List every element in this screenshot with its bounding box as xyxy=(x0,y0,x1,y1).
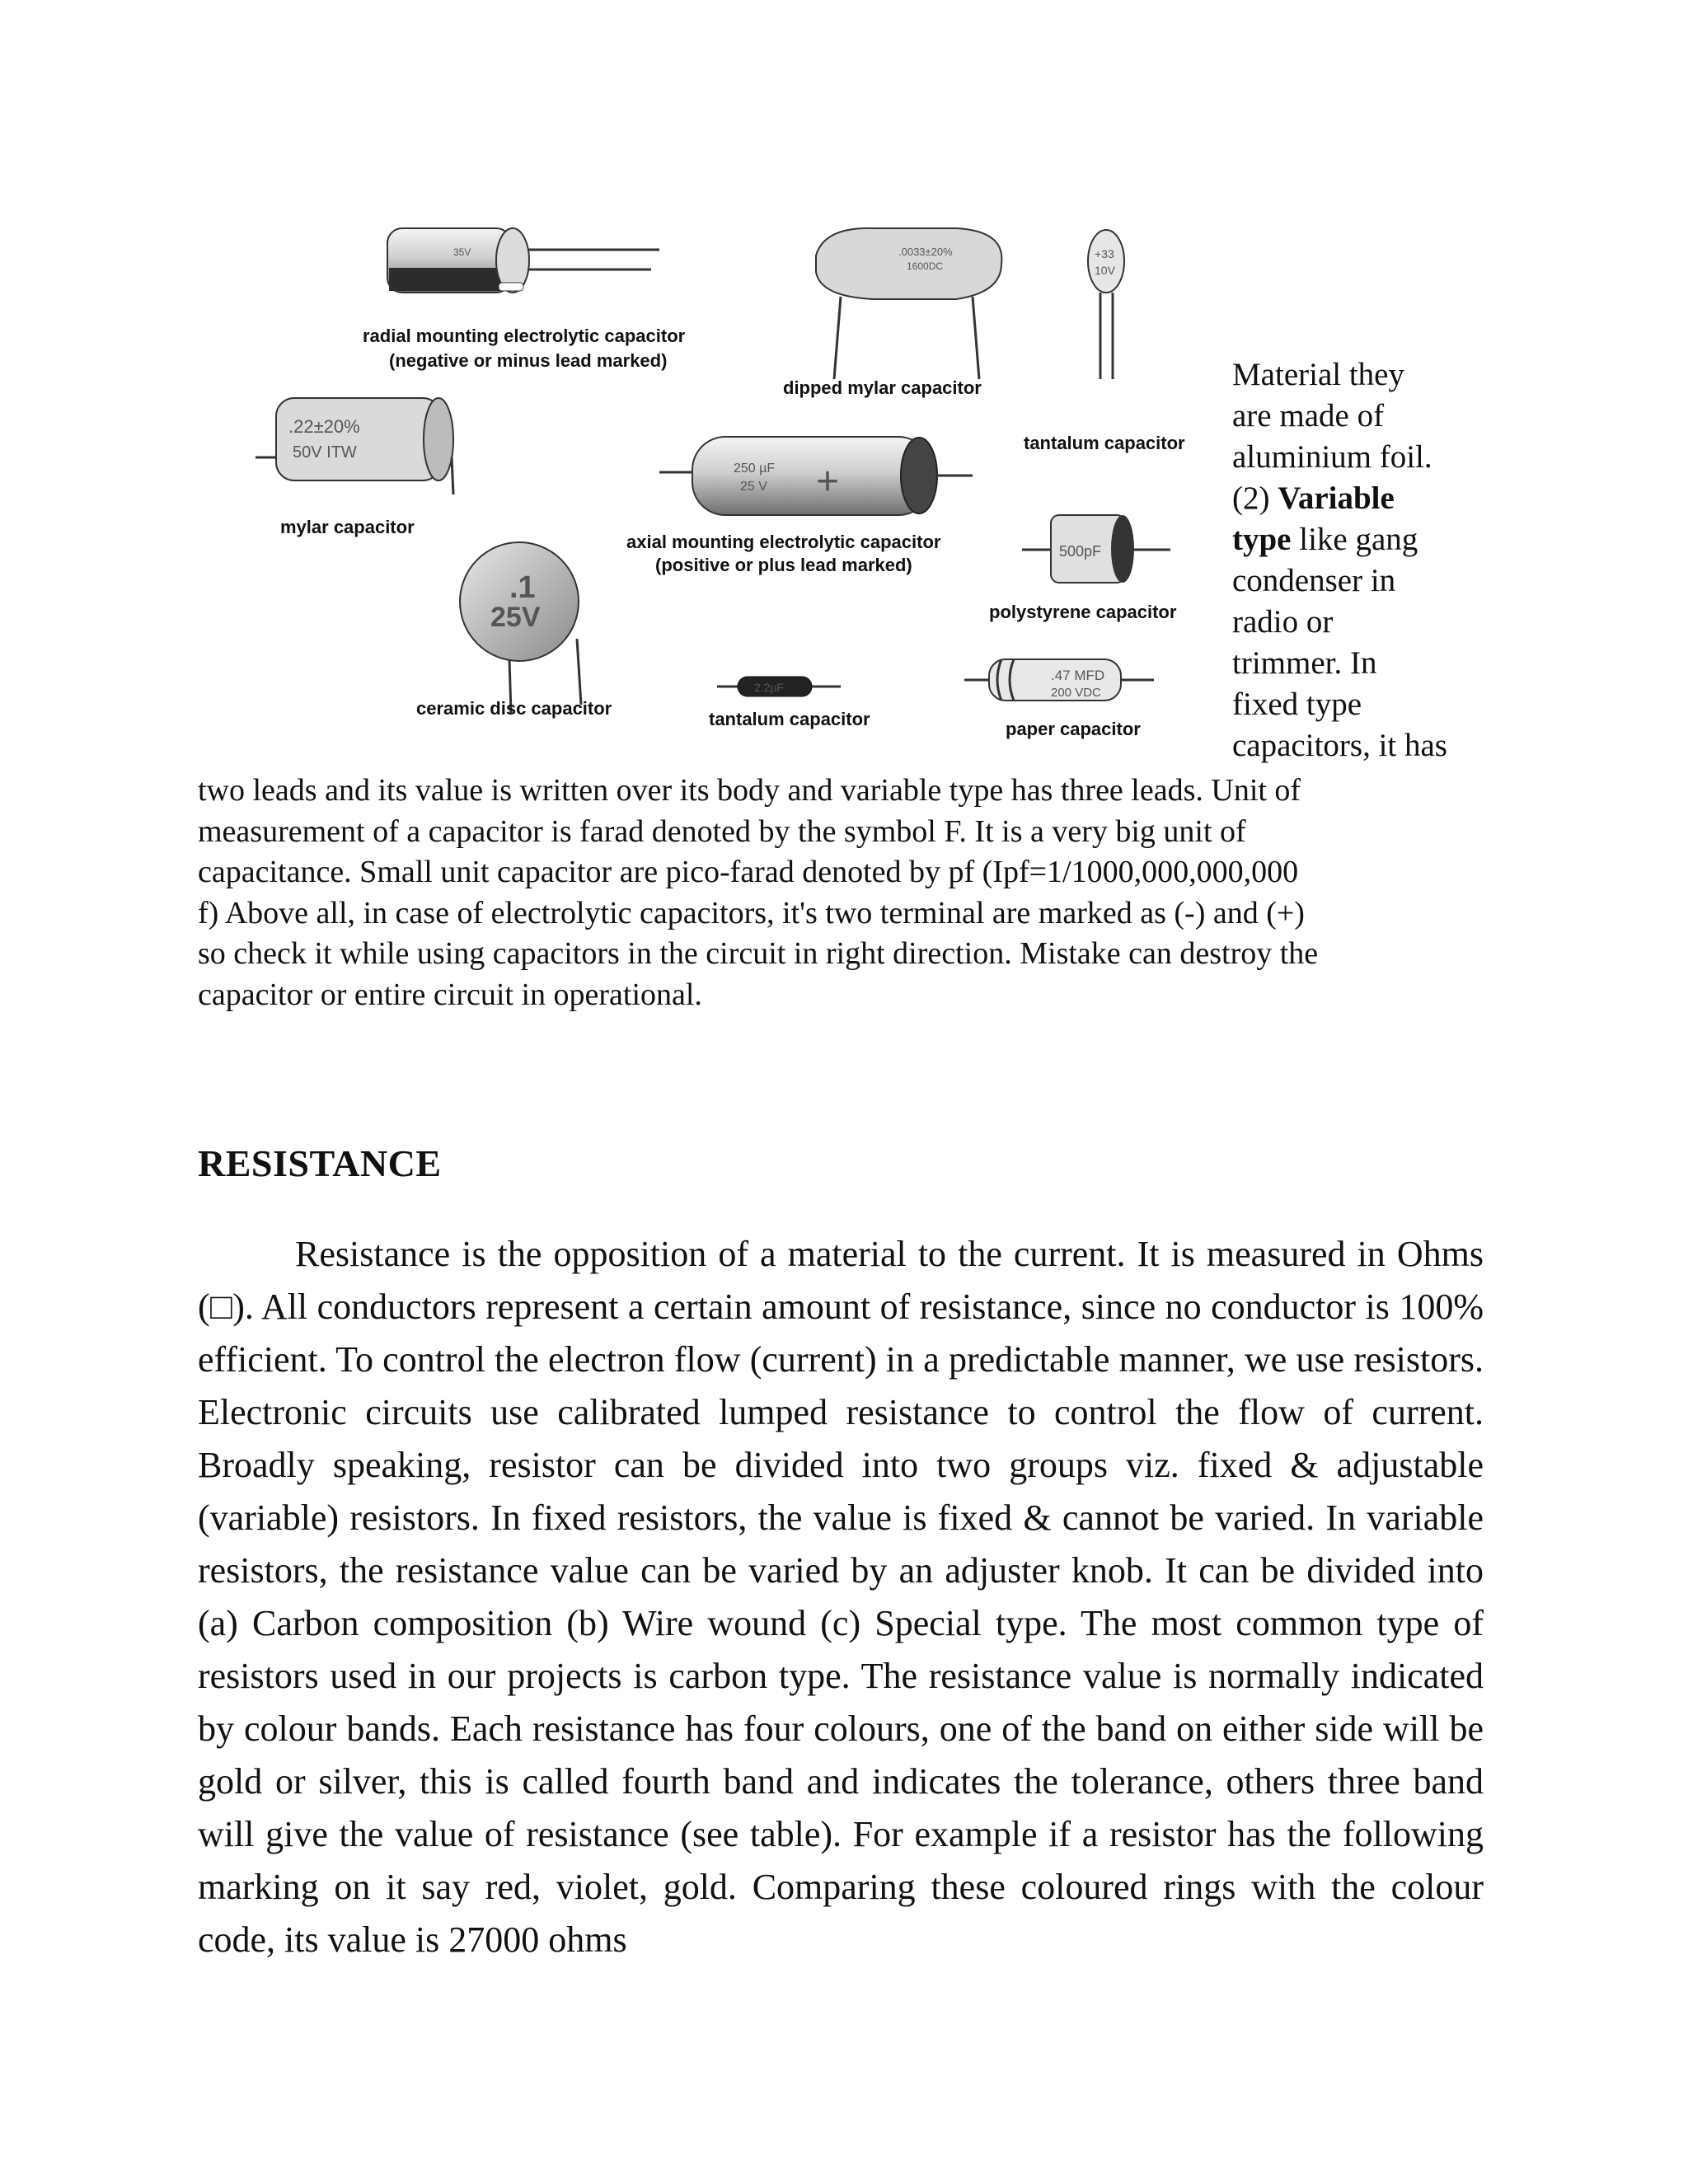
axial-label-1: axial mounting electrolytic capacitor xyxy=(626,532,941,552)
radial-marking: 35V xyxy=(453,246,471,258)
figure-side-text xyxy=(1232,354,1471,766)
mylar-marking: .22±20% xyxy=(288,416,360,437)
paragraph-line: f) Above all, in case of electrolytic capacitors, it's two terminal are marked as (-) and (+) xyxy=(198,895,1305,930)
radial-label-2: (negative or minus lead marked) xyxy=(389,350,668,371)
paragraph-line: so check it while using capacitors in the circuit in right direction. Mistake can destroy the xyxy=(198,936,1319,971)
polystyrene-label: polystyrene capacitor xyxy=(989,602,1177,622)
axial-plus-sign: + xyxy=(816,460,840,504)
paper-capacitor xyxy=(964,659,1154,701)
tantalum-bottom-marking: 2.2µF xyxy=(754,681,785,694)
paragraph-line: measurement of a capacitor is farad denoted by the symbol F. It is a very big unit of xyxy=(198,813,1246,849)
ceramic-marking: .1 xyxy=(509,570,536,605)
mylar-label: mylar capacitor xyxy=(280,517,415,537)
dipped-marking-2: 1600DC xyxy=(907,260,944,272)
polystyrene-marking: 500pF xyxy=(1059,543,1102,560)
capacitor-paragraph xyxy=(198,771,1484,1015)
paper-marking: .47 MFD xyxy=(1051,668,1105,683)
paragraph-line: capacitance. Small unit capacitor are pico-farad denoted by pf (Ipf=1/1000,000,000,000 xyxy=(198,855,1299,889)
tantalum-top-marking: +33 xyxy=(1095,247,1114,260)
side-line: aluminium foil. xyxy=(1232,439,1432,475)
ceramic-marking-2: 25V xyxy=(490,602,541,633)
axial-marking-2: 25 V xyxy=(740,480,767,494)
dipped-marking: .0033±20% xyxy=(898,246,953,258)
side-line: radio or xyxy=(1232,604,1334,640)
side-line: condenser in xyxy=(1232,563,1396,598)
tantalum-capacitor-bottom xyxy=(717,677,841,696)
capacitor-types-figure xyxy=(247,210,1220,750)
type-bold: type xyxy=(1232,522,1292,557)
tantalum-bottom-label: tantalum capacitor xyxy=(709,709,870,729)
side-line: capacitors, it has xyxy=(1232,728,1447,763)
ceramic-label: ceramic disc capacitor xyxy=(416,698,612,719)
tantalum-top-marking-2: 10V xyxy=(1095,264,1115,277)
side-line: trimmer. In xyxy=(1232,645,1377,681)
axial-marking: 250 µF xyxy=(734,462,776,476)
ceramic-disc-capacitor xyxy=(460,542,581,713)
variable-bold: Variable xyxy=(1278,480,1395,516)
side-line: Material they xyxy=(1232,357,1404,392)
paper-marking-2: 200 VDC xyxy=(1051,686,1101,700)
dipped-mylar-capacitor xyxy=(816,228,1001,379)
paragraph-line: two leads and its value is written over its body and variable type has three leads. Unit of xyxy=(198,773,1301,808)
side-line: are made of xyxy=(1232,398,1385,434)
side-line-prefix: (2) xyxy=(1232,480,1278,516)
tantalum-top-label: tantalum capacitor xyxy=(1024,433,1185,453)
mylar-marking-2: 50V ITW xyxy=(293,443,357,462)
radial-electrolytic-capacitor xyxy=(387,228,659,293)
radial-label-1: radial mounting electrolytic capacitor xyxy=(363,326,686,346)
side-line: fixed type xyxy=(1232,687,1362,722)
section-heading: RESISTANCE xyxy=(198,1142,442,1184)
side-line xyxy=(1232,519,1471,560)
resistance-paragraph: Resistance is the opposition of a material to the current. It is measured in Ohms (□). All conductors represent a certain amount of resistance, since no conductor is 100% efficient. To control the electron flow (current) in a predictable manner, we use resistors. Electronic circuits use calibrated lumped resistance to control the flow of current. Broadly speaking, resistor can be divided into two groups viz. fixed & adjustable (variable) resistors. In fixed resistors, the value is fixed & cannot be varied. In variable resistors, the resistance value can be varied by an adjuster knob. It can be divided into (a) Carbon composition (b) Wire wound (c) Special type. The most common type of resistors used in our projects is carbon type. The resistance value is normally indicated by colour bands. Each resistance has four colours, one of the band on either side will be gold or silver, this is called fourth band and indicates the tolerance, others three band will give the value of resistance (see table). For example if a resistor has the following marking on it say red, violet, gold. Comparing these coloured rings with the colour code, its value is 27000 ohms xyxy=(198,1234,1484,1960)
side-line xyxy=(1232,478,1471,519)
paragraph-line: capacitor or entire circuit in operational. xyxy=(198,977,702,1012)
polystyrene-capacitor xyxy=(1022,515,1170,583)
side-line-rest: like gang xyxy=(1291,522,1418,557)
paper-label: paper capacitor xyxy=(1006,719,1141,739)
axial-label-2: (positive or plus lead marked) xyxy=(655,555,912,575)
mylar-capacitor xyxy=(256,398,453,494)
dipped-label: dipped mylar capacitor xyxy=(783,377,982,398)
tantalum-capacitor-top xyxy=(1088,230,1124,379)
axial-electrolytic-capacitor xyxy=(659,437,973,515)
